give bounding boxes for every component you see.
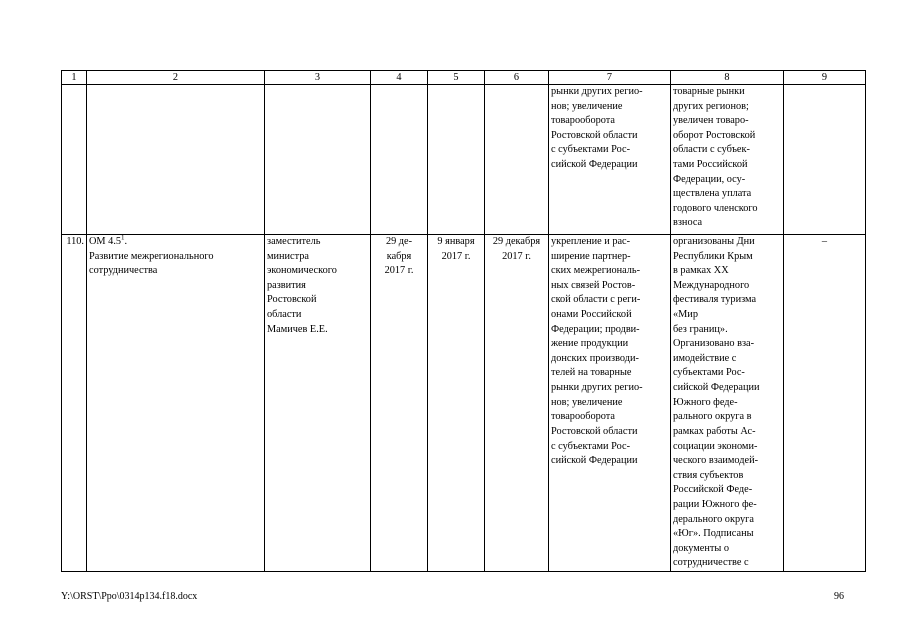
column-number: 7 — [549, 71, 671, 85]
plan-date-cell — [371, 85, 428, 235]
table-row — [62, 85, 866, 235]
row-number-cell — [62, 85, 87, 235]
notes-cell — [784, 85, 866, 235]
measure-title: Развитие межрегионального сотрудничества — [89, 250, 214, 277]
column-number: 9 — [784, 71, 866, 85]
footnote-mark: 1 — [121, 234, 125, 242]
responsible-cell — [265, 85, 371, 235]
column-number: 8 — [671, 71, 784, 85]
column-number-row — [62, 71, 866, 85]
expected-result-cell: укрепление и рас- ширение партнер- ских межрегиональ- ных связей Ростов- ской области с реги- онами Российской Федерации; продви- жение продукции донских производи- телей на товарные рынки других регио- нов; увеличение товарооборота Ростовской области с субъектами Рос- сийской Федерации — [549, 235, 671, 572]
notes-cell: – — [784, 235, 866, 572]
column-number: 2 — [87, 71, 265, 85]
start-date-cell — [428, 85, 485, 235]
responsible-cell: заместитель министра экономического развития Ростовской области Мамичев Е.Е. — [265, 235, 371, 572]
footer-file-path: Y:\ORST\Ppo\0314p134.f18.docx — [61, 591, 198, 602]
measure-code-dot: . — [124, 236, 128, 247]
actual-result-cell: товарные рынки других регионов; увеличен товаро- оборот Ростовской области с субъек- тами Российской Федерации, осу- ществлена уплата годового членского взноса — [671, 85, 784, 235]
end-date-cell — [485, 85, 549, 235]
end-date-cell: 29 декабря 2017 г. — [485, 235, 549, 572]
row-number-cell: 110. — [62, 235, 87, 572]
column-number: 4 — [371, 71, 428, 85]
measure-code: ОМ 4.5 — [89, 236, 122, 247]
actual-result-cell: организованы Дни Республики Крым в рамках XX Международного фестиваля туризма «Мир без границ». Организовано вза- имодействие с субъектами Рос- сийской Федерации Южного феде- рального округа в рамках работы Ас- социации экономи- ческого взаимодей- ствия субъектов Российской Феде- рации Южного фе- дерального округа «Юг». Подписаны документы о сотрудничестве с — [671, 235, 784, 572]
column-number: 3 — [265, 71, 371, 85]
expected-result-cell: рынки других регио- нов; увеличение товарооборота Ростовской области с субъектами Рос- сийской Федерации — [549, 85, 671, 235]
column-number: 6 — [485, 71, 549, 85]
column-number: 1 — [62, 71, 87, 85]
report-table — [61, 70, 866, 572]
measure-cell — [87, 235, 265, 572]
plan-date-cell: 29 де- кабря 2017 г. — [371, 235, 428, 572]
measure-cell — [87, 85, 265, 235]
column-number: 5 — [428, 71, 485, 85]
table-row — [62, 235, 866, 572]
start-date-cell: 9 января 2017 г. — [428, 235, 485, 572]
page-number: 96 — [834, 591, 844, 602]
